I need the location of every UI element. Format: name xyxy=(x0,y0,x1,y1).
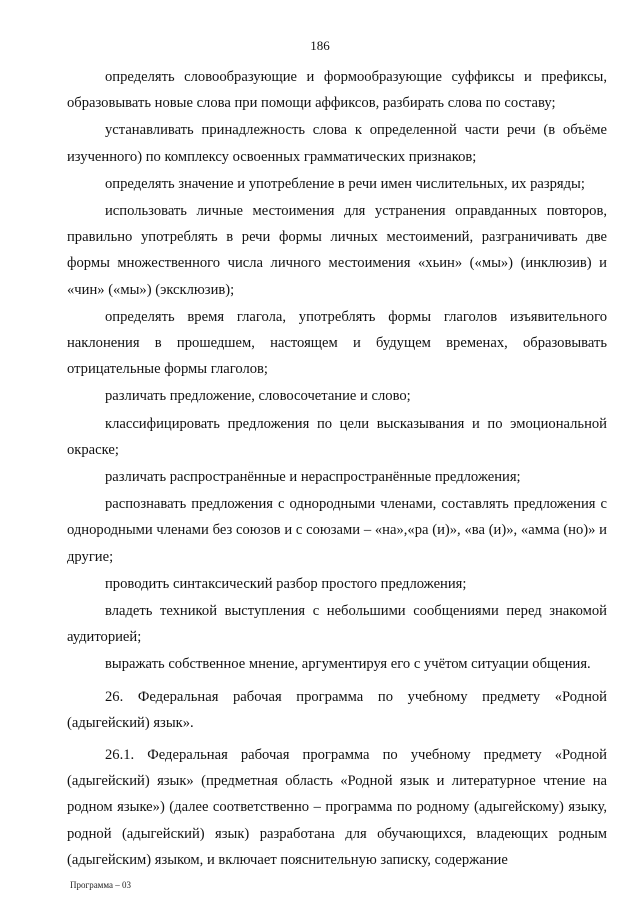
paragraph-pronouns: использовать личные местоимения для устранения оправданных повторов, правильно употреблять в речи формы личных местоимений, разграничивать две формы множественного числа личного местоимения «хьин» («мы») (инклюзив) и «чин» («мы») (эксклюзив); xyxy=(67,203,607,298)
paragraph-sentence-phrase-word: различать предложение, словосочетание и слово; xyxy=(105,388,411,405)
page-body xyxy=(67,64,607,873)
paragraph-verbs: определять время глагола, употреблять формы глаголов изъявительного наклонения в прошедшем, настоящем и будущем временах, образовывать отрицательные формы глаголов; xyxy=(67,308,607,378)
paragraph-part-of-speech: устанавливать принадлежность слова к определенной части речи (в объёме изученного) по комплексу освоенных грамматических признаков; xyxy=(67,122,607,165)
paragraph-speaking-technique: владеть техникой выступления с небольшими сообщениями перед знакомой аудиторией; xyxy=(67,603,607,646)
paragraph-syntax-analysis: проводить синтаксический разбор простого предложения; xyxy=(105,575,467,592)
paragraph-homogeneous-members: распознавать предложения с однородными членами, составлять предложения с однородными членами без союзов и с союзами – «на»,«ра (и)», «ва (и)», «амма (но)» и другие; xyxy=(67,496,607,565)
paragraph-affixes: определять словообразующие и формообразующие суффиксы и префиксы, образовывать новые слова при помощи аффиксов, разбирать слова по составу; xyxy=(67,69,607,112)
page-number: 186 xyxy=(310,38,330,53)
paragraph-26-1: 26.1. Федеральная рабочая программа по учебному предмету «Родной (адыгейский) язык» (предметная область «Родной язык и литературное чтение на родном языке») (далее соответственно – программа по родному (адыгейскому) языку, родной (адыгейский) язык) разработана для обучающихся, владеющих родным (адыгейским) языком, и включает пояснительную записку, содержание xyxy=(67,747,607,868)
page-footer: Программа – 03 xyxy=(70,880,132,890)
paragraph-extended-sentences: различать распространённые и нераспространённые предложения; xyxy=(105,469,521,486)
section-heading-26: 26. Федеральная рабочая программа по учебному предмету «Родной (адыгейский) язык». xyxy=(67,688,607,731)
paragraph-numerals: определять значение и употребление в речи имен числительных, их разряды; xyxy=(105,175,585,192)
paragraph-classify-sentences: классифицировать предложения по цели высказывания и по эмоциональной окраске; xyxy=(67,415,607,458)
paragraph-own-opinion: выражать собственное мнение, аргументируя его с учётом ситуации общения. xyxy=(105,656,591,673)
